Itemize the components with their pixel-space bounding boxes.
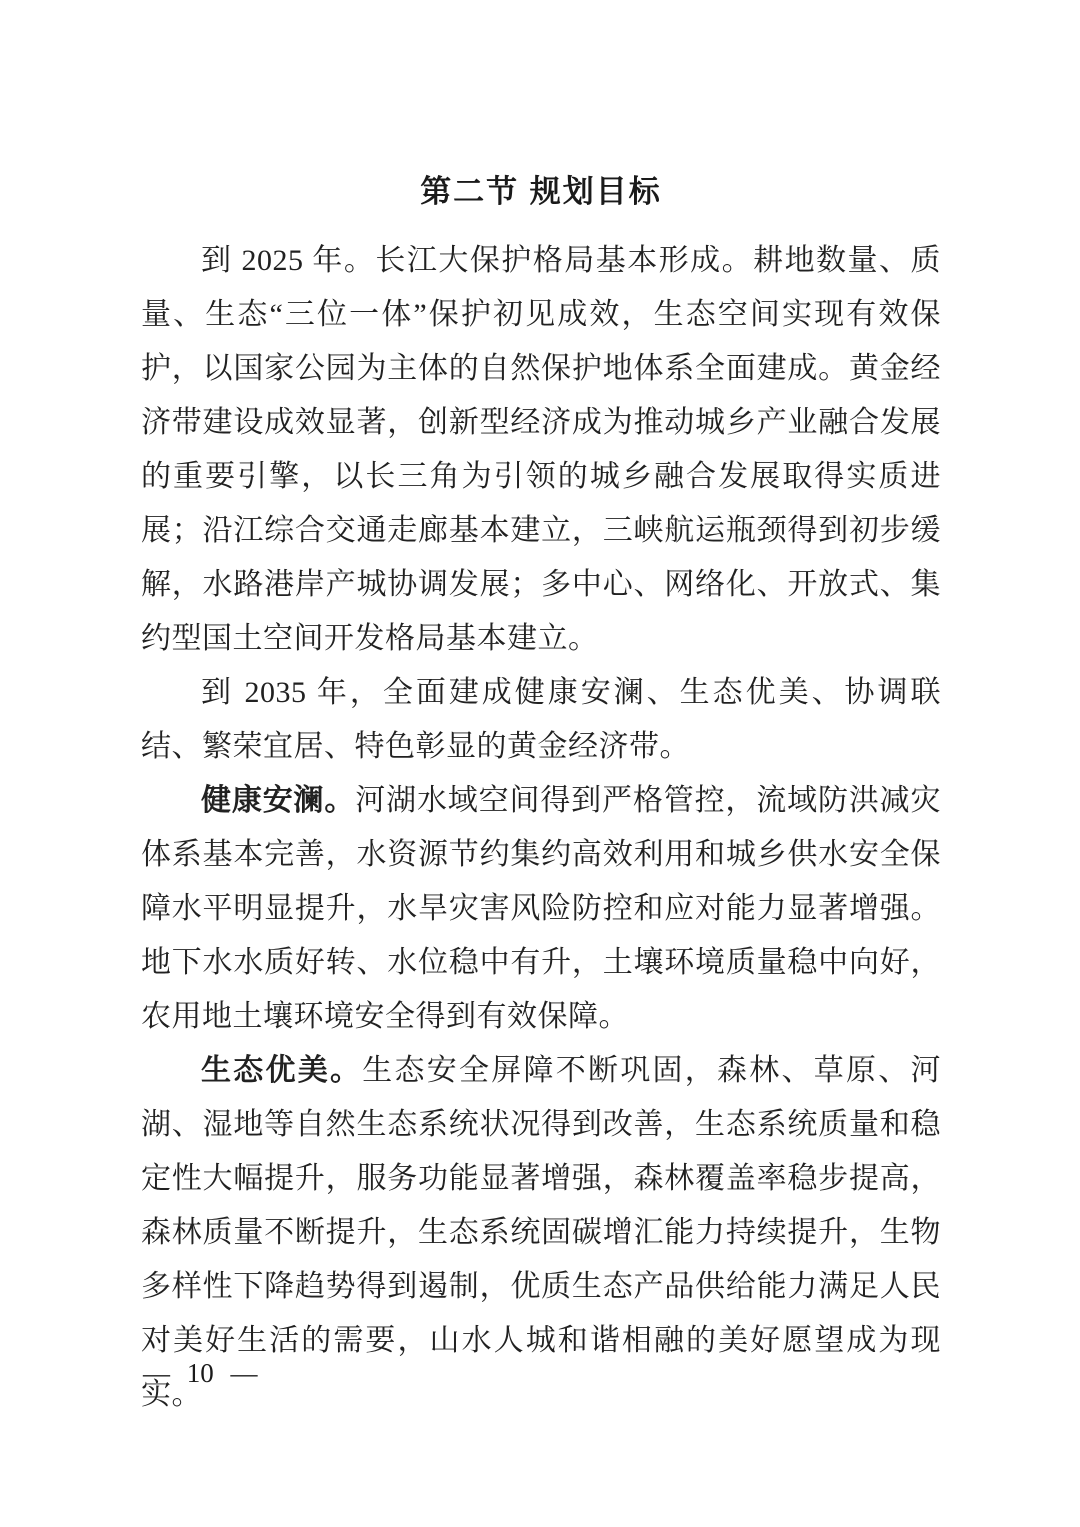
paragraph-text: 到 2035 年，全面建成健康安澜、生态优美、协调联结、繁荣宜居、特色彰显的黄金经济带。 xyxy=(141,676,941,763)
page-number: — 10 — xyxy=(143,1358,258,1388)
paragraph-2035-goals xyxy=(141,666,941,774)
paragraph-text: 到 2025 年。长江大保护格局基本形成。耕地数量、质量、生态“三位一体”保护初见成效，生态空间实现有效保护，以国家公园为主体的自然保护地体系全面建成。黄金经济带建设成效显著，创新型经济成为推动城乡产业融合发展的重要引擎，以长三角为引领的城乡融合发展取得实质进展；沿江综合交通走廊基本建立，三峡航运瓶颈得到初步缓解，水路港岸产城协调发展；多中心、网络化、开放式、集约型国土空间开发格局基本建立。 xyxy=(141,244,941,655)
paragraph-2025-goals xyxy=(141,234,941,666)
paragraph-lead-bold: 生态优美。 xyxy=(201,1054,363,1087)
paragraph-text: 河湖水域空间得到严格管控，流域防洪减灾体系基本完善，水资源节约集约高效利用和城乡供水安全保障水平明显提升，水旱灾害风险防控和应对能力显著增强。地下水水质好转、水位稳中有升，土壤环境质量稳中向好，农用地土壤环境安全得到有效保障。 xyxy=(141,784,942,1033)
document-content xyxy=(141,166,941,1422)
paragraph-lead-bold: 健康安澜。 xyxy=(201,784,356,817)
paragraph-healthy-rivers xyxy=(141,774,941,1044)
paragraph-text: 生态安全屏障不断巩固，森林、草原、河湖、湿地等自然生态系统状况得到改善，生态系统质量和稳定性大幅提升，服务功能显著增强，森林覆盖率稳步提高，森林质量不断提升，生态系统固碳增汇能力持续提升，生物多样性下降趋势得到遏制，优质生态产品供给能力满足人民对美好生活的需要，山水人城和谐相融的美好愿望成为现实。 xyxy=(141,1054,941,1411)
section-title: 第二节 规划目标 xyxy=(420,174,662,209)
paragraph-ecological-beauty xyxy=(141,1044,941,1422)
page-footer xyxy=(143,1358,258,1389)
